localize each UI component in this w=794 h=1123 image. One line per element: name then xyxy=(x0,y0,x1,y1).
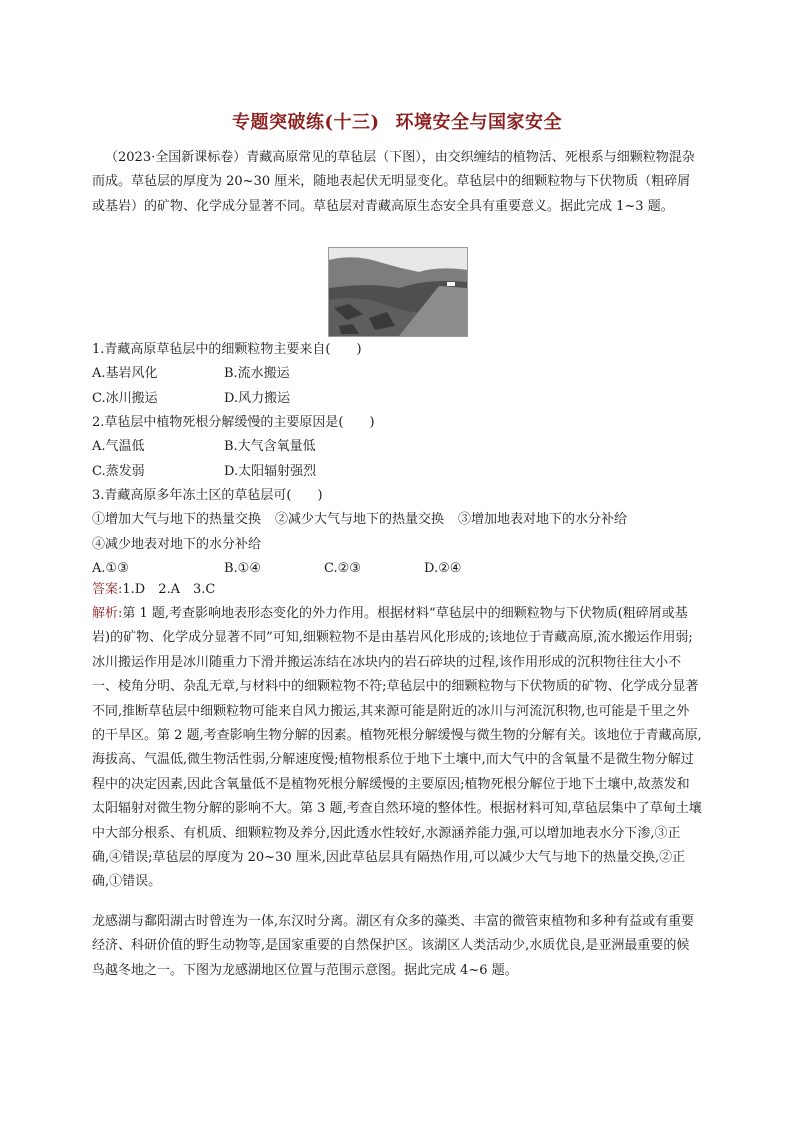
passage-2-text: 龙感湖与鄱阳湖古时曾连为一体,东汉时分离。湖区有众多的藻类、丰富的微管束植物和多种有益或有重要经济、科研价值的野生动物等,是国家重要的自然保护区。该湖区人类活动少,水质优良,是亚洲最重要的候鸟越冬地之一。下图为龙感湖地区位置与范围示意图。据此完成 4~6 题。 xyxy=(92,914,695,978)
answer-line xyxy=(92,578,702,602)
q2-option-b[interactable]: B.大气含氧量低 xyxy=(224,439,316,455)
q2-option-a[interactable]: A.气温低 xyxy=(92,439,145,455)
q1-option-a[interactable]: A.基岩风化 xyxy=(92,366,158,382)
answer-text: 1.D 2.A 3.C xyxy=(122,582,216,597)
title-sub: 环境安全与国家安全 xyxy=(395,112,563,133)
q3-option-b[interactable]: B.①④ xyxy=(224,561,261,577)
intro-paragraph xyxy=(92,146,702,219)
q3-option-c[interactable]: C.②③ xyxy=(324,561,361,577)
q3-statement-3: ③增加地表对地下的水分补给 xyxy=(458,512,628,528)
q2-option-d[interactable]: D.太阳辐射强烈 xyxy=(224,463,317,479)
question-1-stem: 1.青藏高原草毡层中的细颗粒物主要来自( ) xyxy=(92,342,362,357)
q3-statement-2: ②减少大气与地下的热量交换 xyxy=(275,512,445,528)
question-1 xyxy=(92,338,702,411)
question-2 xyxy=(92,411,702,484)
analysis-label: 解析: xyxy=(92,606,123,621)
q2-option-c[interactable]: C.蒸发弱 xyxy=(92,463,145,479)
q3-statement-1: ①增加大气与地下的热量交换 xyxy=(92,512,262,528)
question-3-stem: 3.青藏高原多年冻土区的草毡层可( ) xyxy=(92,488,323,503)
analysis-block xyxy=(92,602,702,895)
landscape-photo-icon xyxy=(328,247,468,337)
question-3 xyxy=(92,484,702,582)
title-main: 专题突破练(十三) xyxy=(231,112,380,133)
q1-option-c[interactable]: C.冰川搬运 xyxy=(92,390,158,406)
passage-2 xyxy=(92,910,702,983)
q3-option-a[interactable]: A.①③ xyxy=(92,561,129,577)
analysis-text: 第 1 题,考查影响地表形态变化的外力作用。根据材料“草毡层中的细颗粒物与下伏物质(粗碎屑或基岩)的矿物、化学成分显著不同”可知,细颗粒物不是由基岩风化形成的;该地位于青藏高原,流水搬运作用弱;冰川搬运作用是冰川随重力下滑并搬运冻结在冰块内的岩石碎块的过程,该作用形成的沉积物往往大小不一、棱角分明、杂乱无章,与材料中的细颗粒物不符;草毡层中的细颗粒物与下伏物质的矿物、化学成分显著不同,推断草毡层中细颗粒物可能来自风力搬运,其来源可能是附近的冰川与河流沉积物,也可能是千里之外的干旱区。第 2 题,考查影响生物分解的因素。植物死根分解缓慢与微生物的分解有关。该地位于青藏高原,海拔高、气温低,微生物活性弱,分解速度慢;植物根系位于地下土壤中,而大气中的含氧量不是微生物分解过程中的决定因素,因此含氧量低不是植物死根分解缓慢的主要原因;植物死根分解位于地下土壤中,故蒸发和太阳辐射对微生物分解的影响不大。第 3 题,考查自然环境的整体性。根据材料可知,草毡层集中了草甸土壤中大部分根系、有机质、细颗粒物及养分,因此透水性较好,水源涵养能力强,可以增加地表水分下渗,③正确,④错误;草毡层的厚度为 20~30 厘米,因此草毡层具有隔热作用,可以减少大气与地下的热量交换,②正确,①错误。 xyxy=(92,606,702,890)
q1-option-b[interactable]: B.流水搬运 xyxy=(224,366,290,382)
photo-graphic xyxy=(329,248,467,336)
q3-option-d[interactable]: D.②④ xyxy=(424,561,462,577)
question-2-stem: 2.草毡层中植物死根分解缓慢的主要原因是( ) xyxy=(92,415,375,430)
q3-statement-4: ④减少地表对地下的水分补给 xyxy=(92,536,262,552)
answer-label: 答案: xyxy=(92,582,123,597)
intro-text: （2023·全国新课标卷）青藏高原常见的草毡层（下图），由交织缠结的植物活、死根系与细颗粒物混杂而成。草毡层的厚度为 20~30 厘米，随地表起伏无明显变化。草毡层中的细颗粒物与下伏物质（粗碎屑或基岩）的矿物、化学成分显著不同。草毡层对青藏高原生态安全具有重要意义。据此完成 1~3 题。 xyxy=(92,150,695,214)
q1-option-d[interactable]: D.风力搬运 xyxy=(224,390,291,406)
page-title xyxy=(0,108,794,134)
